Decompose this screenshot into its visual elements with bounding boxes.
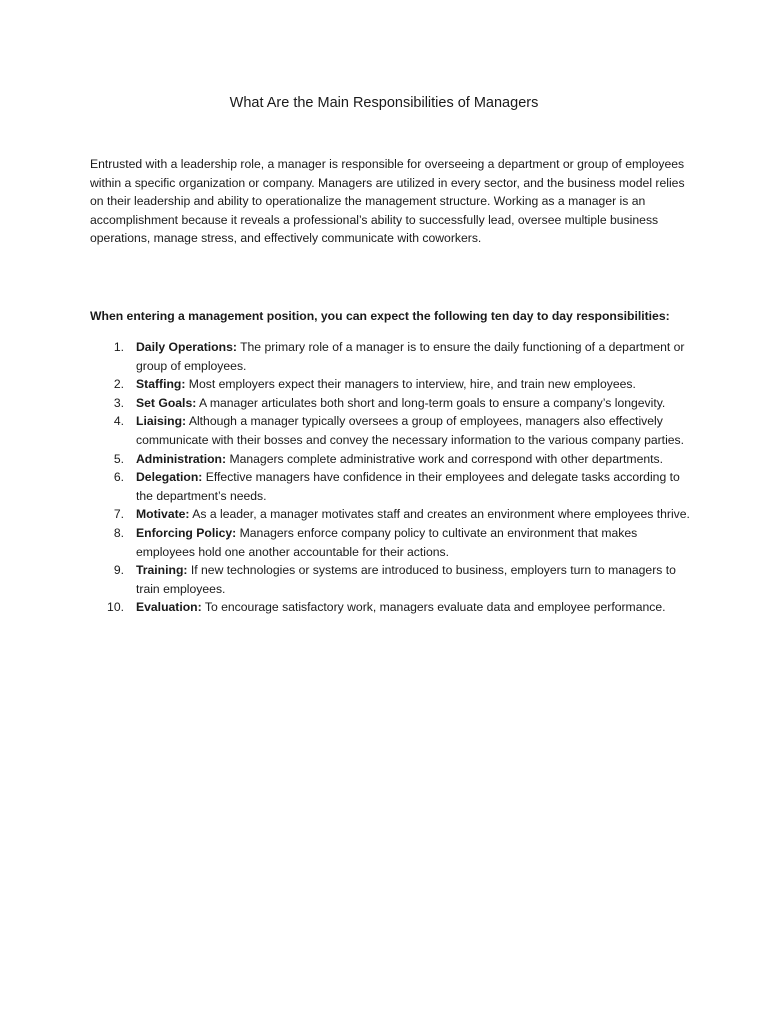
list-item-number: 10. xyxy=(107,600,124,615)
list-lead-in: When entering a management position, you can expect the following ten day to day responsibilities: xyxy=(90,309,670,323)
list-item xyxy=(90,524,690,561)
list-item-term: Evaluation: xyxy=(136,600,202,615)
list-item-term: Training: xyxy=(136,563,188,578)
list-item xyxy=(90,505,690,524)
list-item-number: 1. xyxy=(113,340,124,354)
list-item xyxy=(90,394,690,413)
list-item xyxy=(90,375,690,394)
list-item-number: 9. xyxy=(113,563,124,578)
list-item-term: Delegation: xyxy=(136,470,203,485)
list-item-number: 3. xyxy=(113,395,124,410)
list-item-text: Managers complete administrative work and correspond with other departments. xyxy=(226,451,663,466)
list-item-text: Managers enforce company policy to cultivate an environment that makes employees hold one another accountable for their actions. xyxy=(136,525,638,559)
responsibilities-list xyxy=(90,338,690,617)
list-item-text: A manager articulates both short and long-term goals to ensure a company’s longevity. xyxy=(196,395,666,410)
document-title: What Are the Main Responsibilities of Managers xyxy=(229,95,539,111)
list-item-term: Set Goals: xyxy=(136,395,197,410)
list-item-text: The primary role of a manager is to ensure the daily functioning of a department or group of employees. xyxy=(136,340,685,373)
list-item-number: 5. xyxy=(113,451,124,466)
list-item xyxy=(90,412,690,449)
list-item-number: 7. xyxy=(113,507,124,522)
intro-paragraph: Entrusted with a leadership role, a manager is responsible for overseeing a department or group of employees within a specific organization or company. Managers are utilized in every sector, and the business model relies on their leadership and ability to operationalize the management structure. Working as a manager is an accomplishment because it reveals a professional’s ability to successfully lead, oversee multiple business operations, manage stress, and effectively communicate with coworkers. xyxy=(90,157,685,246)
list-item-text: Although a manager typically oversees a group of employees, managers also effectively communicate with their bosses and convey the necessary information to the various company parties. xyxy=(136,414,685,447)
list-item xyxy=(90,598,690,617)
list-item-number: 2. xyxy=(113,377,124,392)
list-item xyxy=(90,450,690,469)
list-item-text: If new technologies or systems are introduced to business, employers turn to managers to train employees. xyxy=(136,563,676,596)
list-item-term: Enforcing Policy: xyxy=(136,525,237,540)
list-item-term: Liaising: xyxy=(136,414,187,429)
list-item-text: To encourage satisfactory work, managers evaluate data and employee performance. xyxy=(201,600,666,615)
list-item-term: Motivate: xyxy=(136,507,190,522)
list-item-term: Daily Operations: xyxy=(136,340,237,354)
list-item-term: Staffing: xyxy=(136,377,186,392)
list-item-number: 8. xyxy=(113,525,124,540)
list-item-number: 6. xyxy=(113,470,124,485)
list-item-text: Effective managers have confidence in their employees and delegate tasks according to the department’s needs. xyxy=(136,470,680,503)
list-item xyxy=(90,468,690,505)
list-item-text: As a leader, a manager motivates staff and creates an environment where employees thrive. xyxy=(189,507,690,522)
list-item-number: 4. xyxy=(113,414,124,429)
list-item-text: Most employers expect their managers to interview, hire, and train new employees. xyxy=(185,377,636,392)
list-item xyxy=(90,561,690,598)
list-item-term: Administration: xyxy=(136,451,227,466)
list-item xyxy=(90,338,690,375)
